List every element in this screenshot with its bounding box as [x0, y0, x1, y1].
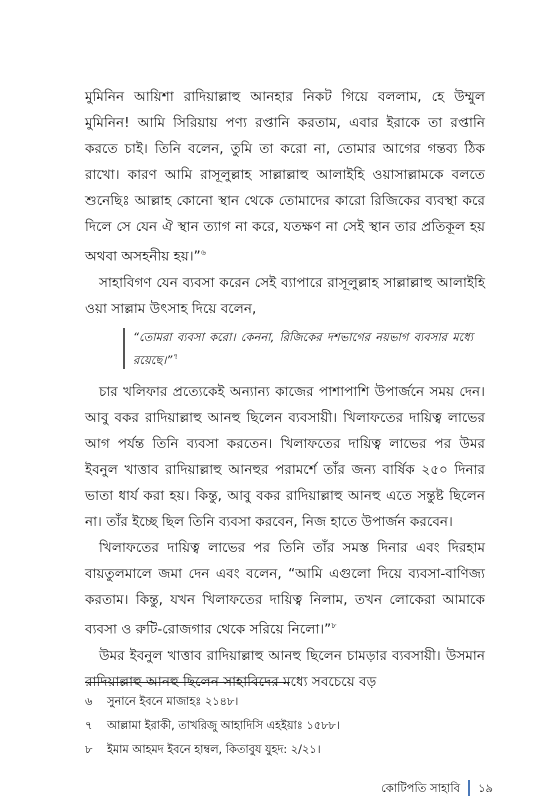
paragraph-1-text: মুমিনিন আয়িশা রাদিয়াল্লাহু আনহার নিকট গিয়ে বললাম, হে উম্মুল মুমিনিন! আমি সিরিয়ায় পণ্য রপ্তানি করতাম, এবার ইরাকে তা রপ্তানি করতে চাই। তিনি বলেন, তুমি তা করো না, তোমার আগের গন্তব্য ঠিক রাখো। কারণ আমি রাসূলুল্লাহ সাল্লাল্লাহু আলাইহি ওয়াসাল্লামকে বলতে শুনেছিঃ আল্লাহ কোনো স্থান থেকে তোমাদের কারো রিজিকের ব্যবস্থা করে দিলে সে যেন ঐ স্থান ত্যাগ না করে, যতক্ষণ না সেই স্থান তার প্রতিকূল হয় অথবা অসহনীয় হয়।”	[85, 89, 485, 265]
footnote-number: ৮	[85, 743, 93, 756]
running-footer	[381, 780, 493, 796]
paragraph-4	[85, 535, 485, 643]
footnote-text: আল্লামা ইরাকী, তাখরিজু আহাদিসি এহইয়াঃ ১৫৮৮।	[107, 719, 340, 732]
footnote-text: সুনানে ইবনে মাজাহঃ ২১৪৮।	[107, 695, 239, 708]
hadith-quote-text: “তোমরা ব্যবসা করো। কেননা, রিজিকের দশভাগের নয়ভাগ ব্যবসার মধ্যে রয়েছে।”	[133, 329, 473, 367]
footnote-6	[85, 690, 485, 714]
page-number: ১৯	[478, 781, 493, 795]
paragraph-2: সাহাবিগণ যেন ব্যবসা করেন সেই ব্যাপারে রাসূলুল্লাহ সাল্লাল্লাহু আলাইহি ওয়া সাল্লাম উৎসাহ দিয়ে বলেন,	[85, 274, 485, 317]
footnote-divider	[85, 682, 290, 683]
paragraph-4-text: খিলাফতের দায়িত্ব লাভের পর তিনি তাঁর সমস্ত দিনার এবং দিরহাম বায়তুলমালে জমা দেন এবং বলেন, “আমি এগুলো দিয়ে ব্যবসা-বাণিজ্য করতাম। কিন্তু, যখন খিলাফতের দায়িত্ব নিলাম, তখন লোকেরা আমাকে ব্যবসা ও রুটি-রোজগার থেকে সরিয়ে নিলো।”	[85, 540, 485, 638]
book-title: কোটিপতি সাহাবি	[381, 781, 461, 795]
footnote-8	[85, 738, 485, 762]
footer-divider	[468, 780, 470, 796]
paragraph-5: উমর ইবনুল খাত্তাব রাদিয়াল্লাহু আনহু ছিলেন চামড়ার ব্যবসায়ী। উসমান রাদিয়াল্লাহু আনহু ছিলেন সাহাবিদের মধ্যে সবচেয়ে বড়	[85, 647, 485, 690]
footnote-ref-7: ৭	[172, 351, 178, 361]
footnote-7	[85, 714, 485, 738]
paragraph-3: চার খলিফার প্রত্যেকেই অন্যান্য কাজের পাশাপাশি উপার্জনে সময় দেন। আবু বকর রাদিয়াল্লাহু আনহু ছিলেন ব্যবসায়ী। খিলাফতের দায়িত্ব লাভের আগ পর্যন্ত তিনি ব্যবসা করতেন। খিলাফতের দায়িত্ব লাভের পর উমর ইবনুল খাত্তাব রাদিয়াল্লাহু আনহুর পরামর্শে তাঁর জন্য বার্ষিক ২৫০ দিনার ভাতা ধার্য করা হয়। কিন্তু, আবু বকর রাদিয়াল্লাহু আনহু এতে সন্তুষ্ট ছিলেন না। তাঁর ইচ্ছে ছিল তিনি ব্যবসা করবেন, নিজ হাতে উপার্জন করবেন।	[85, 384, 485, 531]
footnotes	[85, 690, 485, 762]
footnote-text: ইমাম আহমদ ইবনে হাম্বল, কিতাবুয যুহদ: ২/২১।	[107, 743, 321, 756]
footnote-ref-8: ৮	[331, 621, 337, 631]
body-text	[85, 84, 485, 695]
paragraph-1	[85, 84, 485, 270]
footnote-ref-6: ৬	[200, 248, 206, 257]
footnote-number: ৭	[85, 719, 93, 732]
footnote-number: ৬	[85, 695, 93, 708]
hadith-quote	[123, 328, 473, 370]
